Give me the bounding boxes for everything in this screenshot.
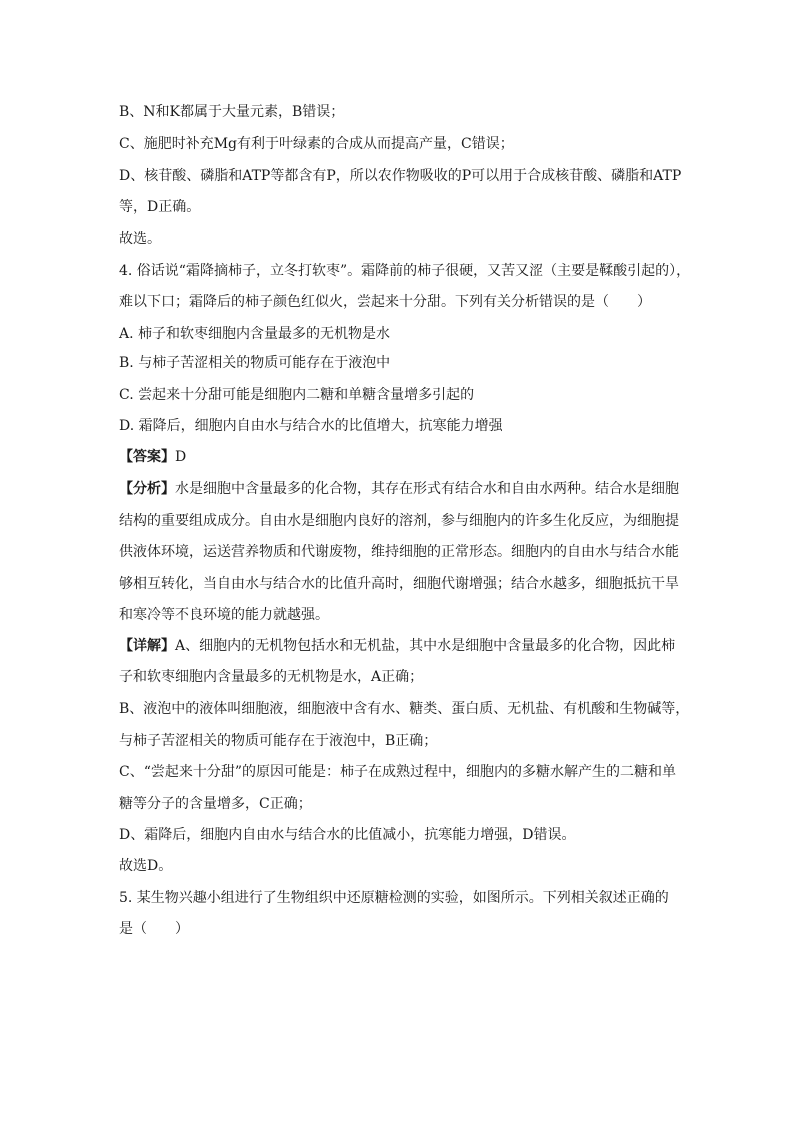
analysis-line: 结构的重要组成成分。自由水是细胞内良好的溶剂，参与细胞内的许多生化反应，为细胞提 (119, 513, 679, 529)
analysis-line (119, 481, 679, 497)
detail-line (119, 638, 679, 654)
text-line: 等，D正确。 (119, 199, 201, 215)
option-b: B. 与柿子苦涩相关的物质可能存在于液泡中 (119, 355, 391, 371)
answer-value: D (175, 449, 187, 465)
analysis-text: 水是细胞中含量最多的化合物，其存在形式有结合水和自由水两种。结合水是细胞 (175, 481, 679, 497)
detail-text: A、细胞内的无机物包括水和无机盐，其中水是细胞中含量最多的化合物，因此柿 (175, 638, 676, 654)
analysis-tag: 【分析】 (119, 481, 175, 497)
detail-line: 故选D。 (119, 858, 173, 874)
detail-line: 糖等分子的含量增多，C正确； (119, 796, 312, 812)
text-line: 故选。 (119, 231, 161, 247)
analysis-line: 供液体环境，运送营养物质和代谢废物，维持细胞的正常形态。细胞内的自由水与结合水能 (119, 544, 679, 560)
answer-line (119, 449, 679, 465)
question-4-stem: 4. 俗话说“霜降摘柿子，立冬打软枣”。霜降前的柿子很硬，又苦又涩（主要是鞣酸引起的）， (119, 263, 691, 279)
analysis-line: 和寒冷等不良环境的能力就越强。 (119, 607, 329, 623)
detail-line: 子和软枣细胞内含量最多的无机物是水，A正确； (119, 669, 424, 685)
option-d: D. 霜降后，细胞内自由水与结合水的比值增大，抗寒能力增强 (119, 418, 503, 434)
question-5-stem: 5. 某生物兴趣小组进行了生物组织中还原糖检测的实验，如图所示。下列相关叙述正确的 (119, 890, 669, 906)
analysis-line: 够相互转化，当自由水与结合水的比值升高时，细胞代谢增强；结合水越多，细胞抵抗干旱 (119, 576, 679, 592)
option-a: A. 柿子和软枣细胞内含量最多的无机物是水 (119, 326, 391, 342)
detail-tag: 【详解】 (119, 638, 175, 654)
detail-line: B、液泡中的液体叫细胞液，细胞液中含有水、糖类、蛋白质、无机盐、有机酸和生物碱等， (119, 701, 690, 717)
text-line: D、核苷酸、磷脂和ATP等都含有P，所以农作物吸收的P可以用于合成核苷酸、磷脂和ATP (119, 168, 682, 184)
text-line: C、施肥时补充Mg有利于叶绿素的合成从而提高产量，C错误； (119, 136, 514, 152)
question-4-stem: 难以下口；霜降后的柿子颜色红似火，尝起来十分甜。下列有关分析错误的是（ ） (119, 294, 651, 310)
detail-line: D、霜降后，细胞内自由水与结合水的比值减小，抗寒能力增强，D错误。 (119, 827, 576, 843)
text-line: B、N和K都属于大量元素，B错误； (119, 104, 345, 120)
option-c: C. 尝起来十分甜可能是细胞内二糖和单糖含量增多引起的 (119, 387, 475, 403)
question-5-stem: 是（ ） (119, 921, 189, 937)
detail-line: C、“尝起来十分甜”的原因可能是：柿子在成熟过程中，细胞内的多糖水解产生的二糖和单 (119, 764, 677, 780)
answer-tag: 【答案】 (119, 449, 175, 465)
detail-line: 与柿子苦涩相关的物质可能存在于液泡中，B正确； (119, 733, 438, 749)
